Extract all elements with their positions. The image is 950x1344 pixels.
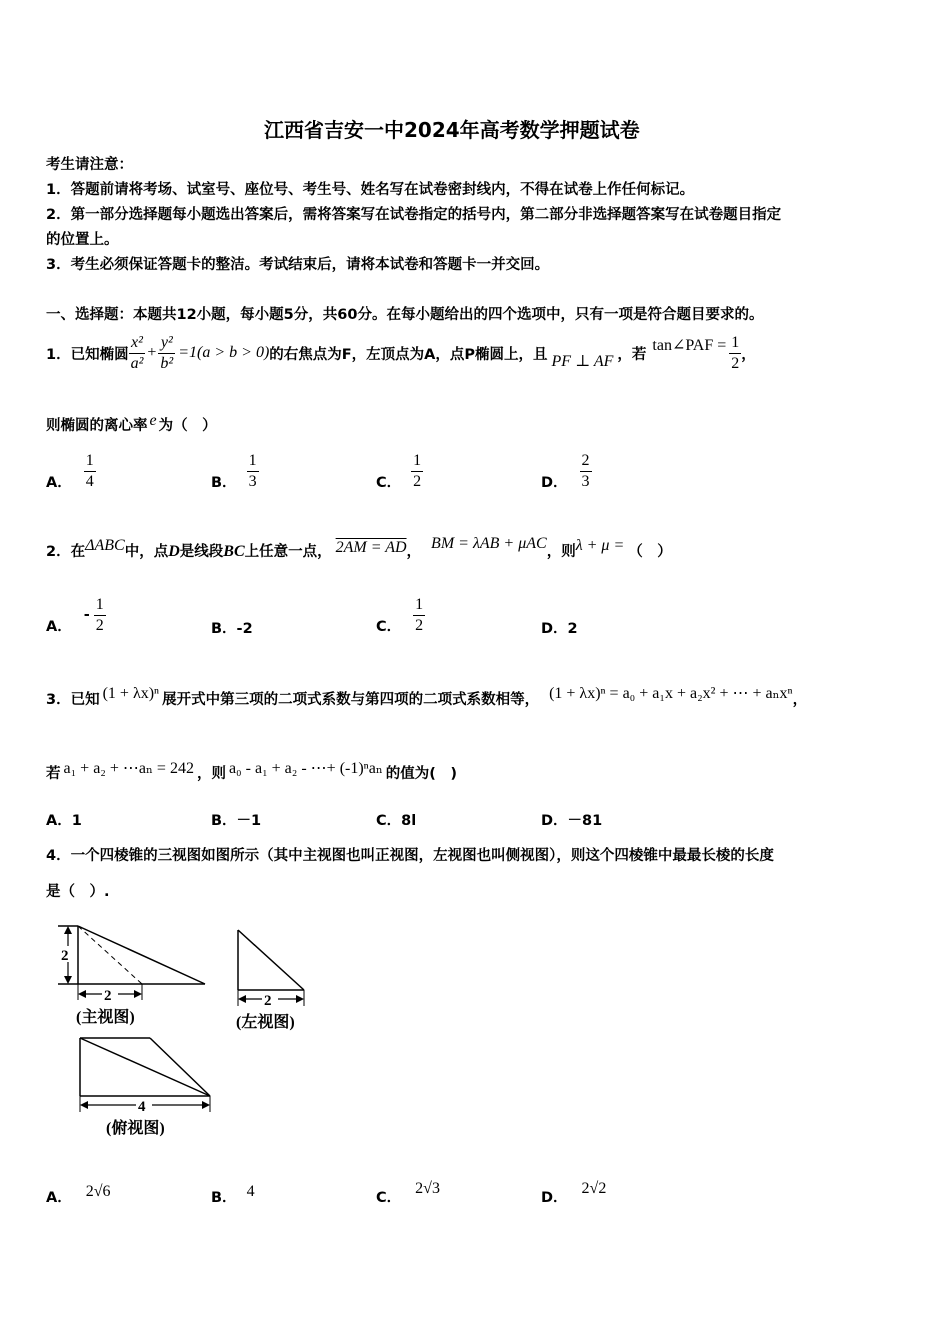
three-view-diagram: [50, 920, 330, 1150]
q4-option-b[interactable]: B． 4: [211, 1183, 255, 1206]
q1-tan-n: 1: [731, 333, 740, 351]
q1-e: e: [149, 412, 157, 429]
q1-b2: b²: [160, 354, 174, 372]
notice-item-2: 2．第一部分选择题每小题选出答案后，需将答案写在试卷指定的括号内，第二部分非选择题答案写在试卷题目指定: [46, 207, 782, 223]
notice-header: 考生请注意：: [46, 157, 133, 173]
q1-y2: y²: [160, 333, 173, 351]
q3-expr: (1 + λx)ⁿ: [102, 685, 160, 702]
top-width-label: 4: [138, 1099, 146, 1115]
q1-line2b: 为（ ）: [158, 418, 217, 434]
q1-comma: ，: [741, 346, 756, 363]
front-height-label: 2: [61, 948, 69, 964]
q1-line2-text: 则椭圆的离心率: [46, 418, 148, 434]
q2-vec2: BM = λAB + μAC: [431, 535, 547, 552]
side-view: [236, 930, 304, 1031]
question-4-cont: 是（ ）.: [46, 884, 110, 900]
question-3: 3．已知 (1 + λx)ⁿ 展开式中第三项的二项式系数与第四项的二项式系数相等， (1 + λx)ⁿ = a₀ + a₁x + a₂x² + ⋯ + aₙxⁿ，: [46, 685, 808, 708]
front-width-label: 2: [104, 988, 112, 1004]
q4-option-a[interactable]: A． 2√6: [46, 1183, 111, 1206]
q3-option-c[interactable]: C．8l: [376, 813, 417, 829]
top-view: [80, 1038, 210, 1137]
q1-a2: a²: [130, 354, 144, 372]
q1-option-b[interactable]: B． $\frac{1}{3}$: [211, 451, 257, 491]
q1-option-d[interactable]: D． $\frac{2}{3}$: [541, 451, 590, 491]
q3-line2: 若 a₁ + a₂ + ⋯aₙ = 242 ，则 a₀ - a₁ + a₂ - ⋯+ (-1)ⁿaₙ 的值为( ): [46, 760, 458, 782]
front-caption: (主视图): [76, 1009, 135, 1026]
q3-expansion: (1 + λx)ⁿ = a₀ + a₁x + a₂x² + ⋯ + aₙxⁿ: [549, 685, 793, 702]
q2-lm: λ + μ =: [575, 537, 625, 554]
q1-frac-y: [158, 333, 175, 374]
q2-option-d[interactable]: D．2: [541, 621, 578, 637]
q2-tri: ΔABC: [85, 537, 125, 554]
q1-text1: 的右焦点为F，左顶点为A，点P椭圆上，且: [269, 346, 548, 363]
q1-text2: ，若: [617, 346, 647, 363]
q3-option-b[interactable]: B．－1: [211, 813, 262, 829]
front-view: [58, 926, 205, 1026]
q3-option-d[interactable]: D．－81: [541, 813, 603, 829]
question-1: 1．已知椭圆 $\frac{\text{x²}}{\text{a²}}$ + $\frac{\text{y²}}{\text{b²}}$ =1(a > b > 0) 的右焦点为F，左顶点为A，点P椭圆上，且 PF ⊥ AF ，若 tan∠PAF = $\frac{1}{2}$ ，: [46, 333, 756, 372]
q1-tan-frac: [729, 333, 741, 374]
q1-frac-x: [129, 333, 146, 374]
q3-sum: a₁ + a₂ + ⋯aₙ = 242: [63, 760, 194, 777]
q1-perp: PF ⊥ AF: [551, 353, 614, 370]
notice-item-2-cont: 的位置上。: [46, 232, 119, 248]
side-caption: (左视图): [236, 1014, 295, 1031]
section-header: 一、选择题：本题共12小题，每小题5分，共60分。在每小题给出的四个选项中，只有一项是符合题目要求的。: [46, 307, 764, 323]
q1-eq-rest: =1(a > b > 0): [178, 344, 270, 361]
q1-line2: [46, 414, 217, 435]
side-width-label: 2: [264, 993, 272, 1009]
page-title: 江西省吉安一中2024年高考数学押题试卷: [264, 118, 640, 142]
question-4: 4．一个四棱锥的三视图如图所示（其中主视图也叫正视图，左视图也叫侧视图），则这个四棱锥中最最长棱的长度: [46, 848, 774, 864]
q1-x2: x²: [131, 333, 143, 351]
q4-option-d[interactable]: D．2√2: [541, 1180, 607, 1206]
question-2: 2．在ΔABC中，点D是线段BC上任意一点， 2AM = AD， BM = λAB + μAC，则λ + μ = （ ）: [46, 535, 672, 560]
notice-item-1: 1．答题前请将考场、试室号、座位号、考生号、姓名写在试卷密封线内，不得在试卷上作任何标记。: [46, 182, 695, 198]
q1-tan-d: 2: [731, 354, 740, 372]
q4-option-c[interactable]: C．2√3: [376, 1180, 440, 1206]
q1-option-a[interactable]: A． $\frac{1}{4}$: [46, 451, 94, 491]
q2-option-a[interactable]: A． - $\frac{1}{2}$: [46, 595, 104, 635]
q1-tan: tan∠PAF =: [652, 337, 727, 354]
q3-alt: a₀ - a₁ + a₂ - ⋯+ (-1)ⁿaₙ: [228, 760, 383, 777]
top-caption: (俯视图): [106, 1120, 165, 1137]
q2-option-c[interactable]: C． $\frac{1}{2}$: [376, 595, 424, 635]
q3-option-a[interactable]: A．1: [46, 813, 82, 829]
q2-option-b[interactable]: B．-2: [211, 621, 253, 637]
q1-option-c[interactable]: C． $\frac{1}{2}$: [376, 451, 422, 491]
q1-prefix: 1．已知椭圆: [46, 346, 129, 363]
notice-item-3: 3．考生必须保证答题卡的整洁。考试结束后，请将本试卷和答题卡一并交回。: [46, 257, 550, 273]
q2-vec1: 2AM = AD: [335, 539, 407, 556]
